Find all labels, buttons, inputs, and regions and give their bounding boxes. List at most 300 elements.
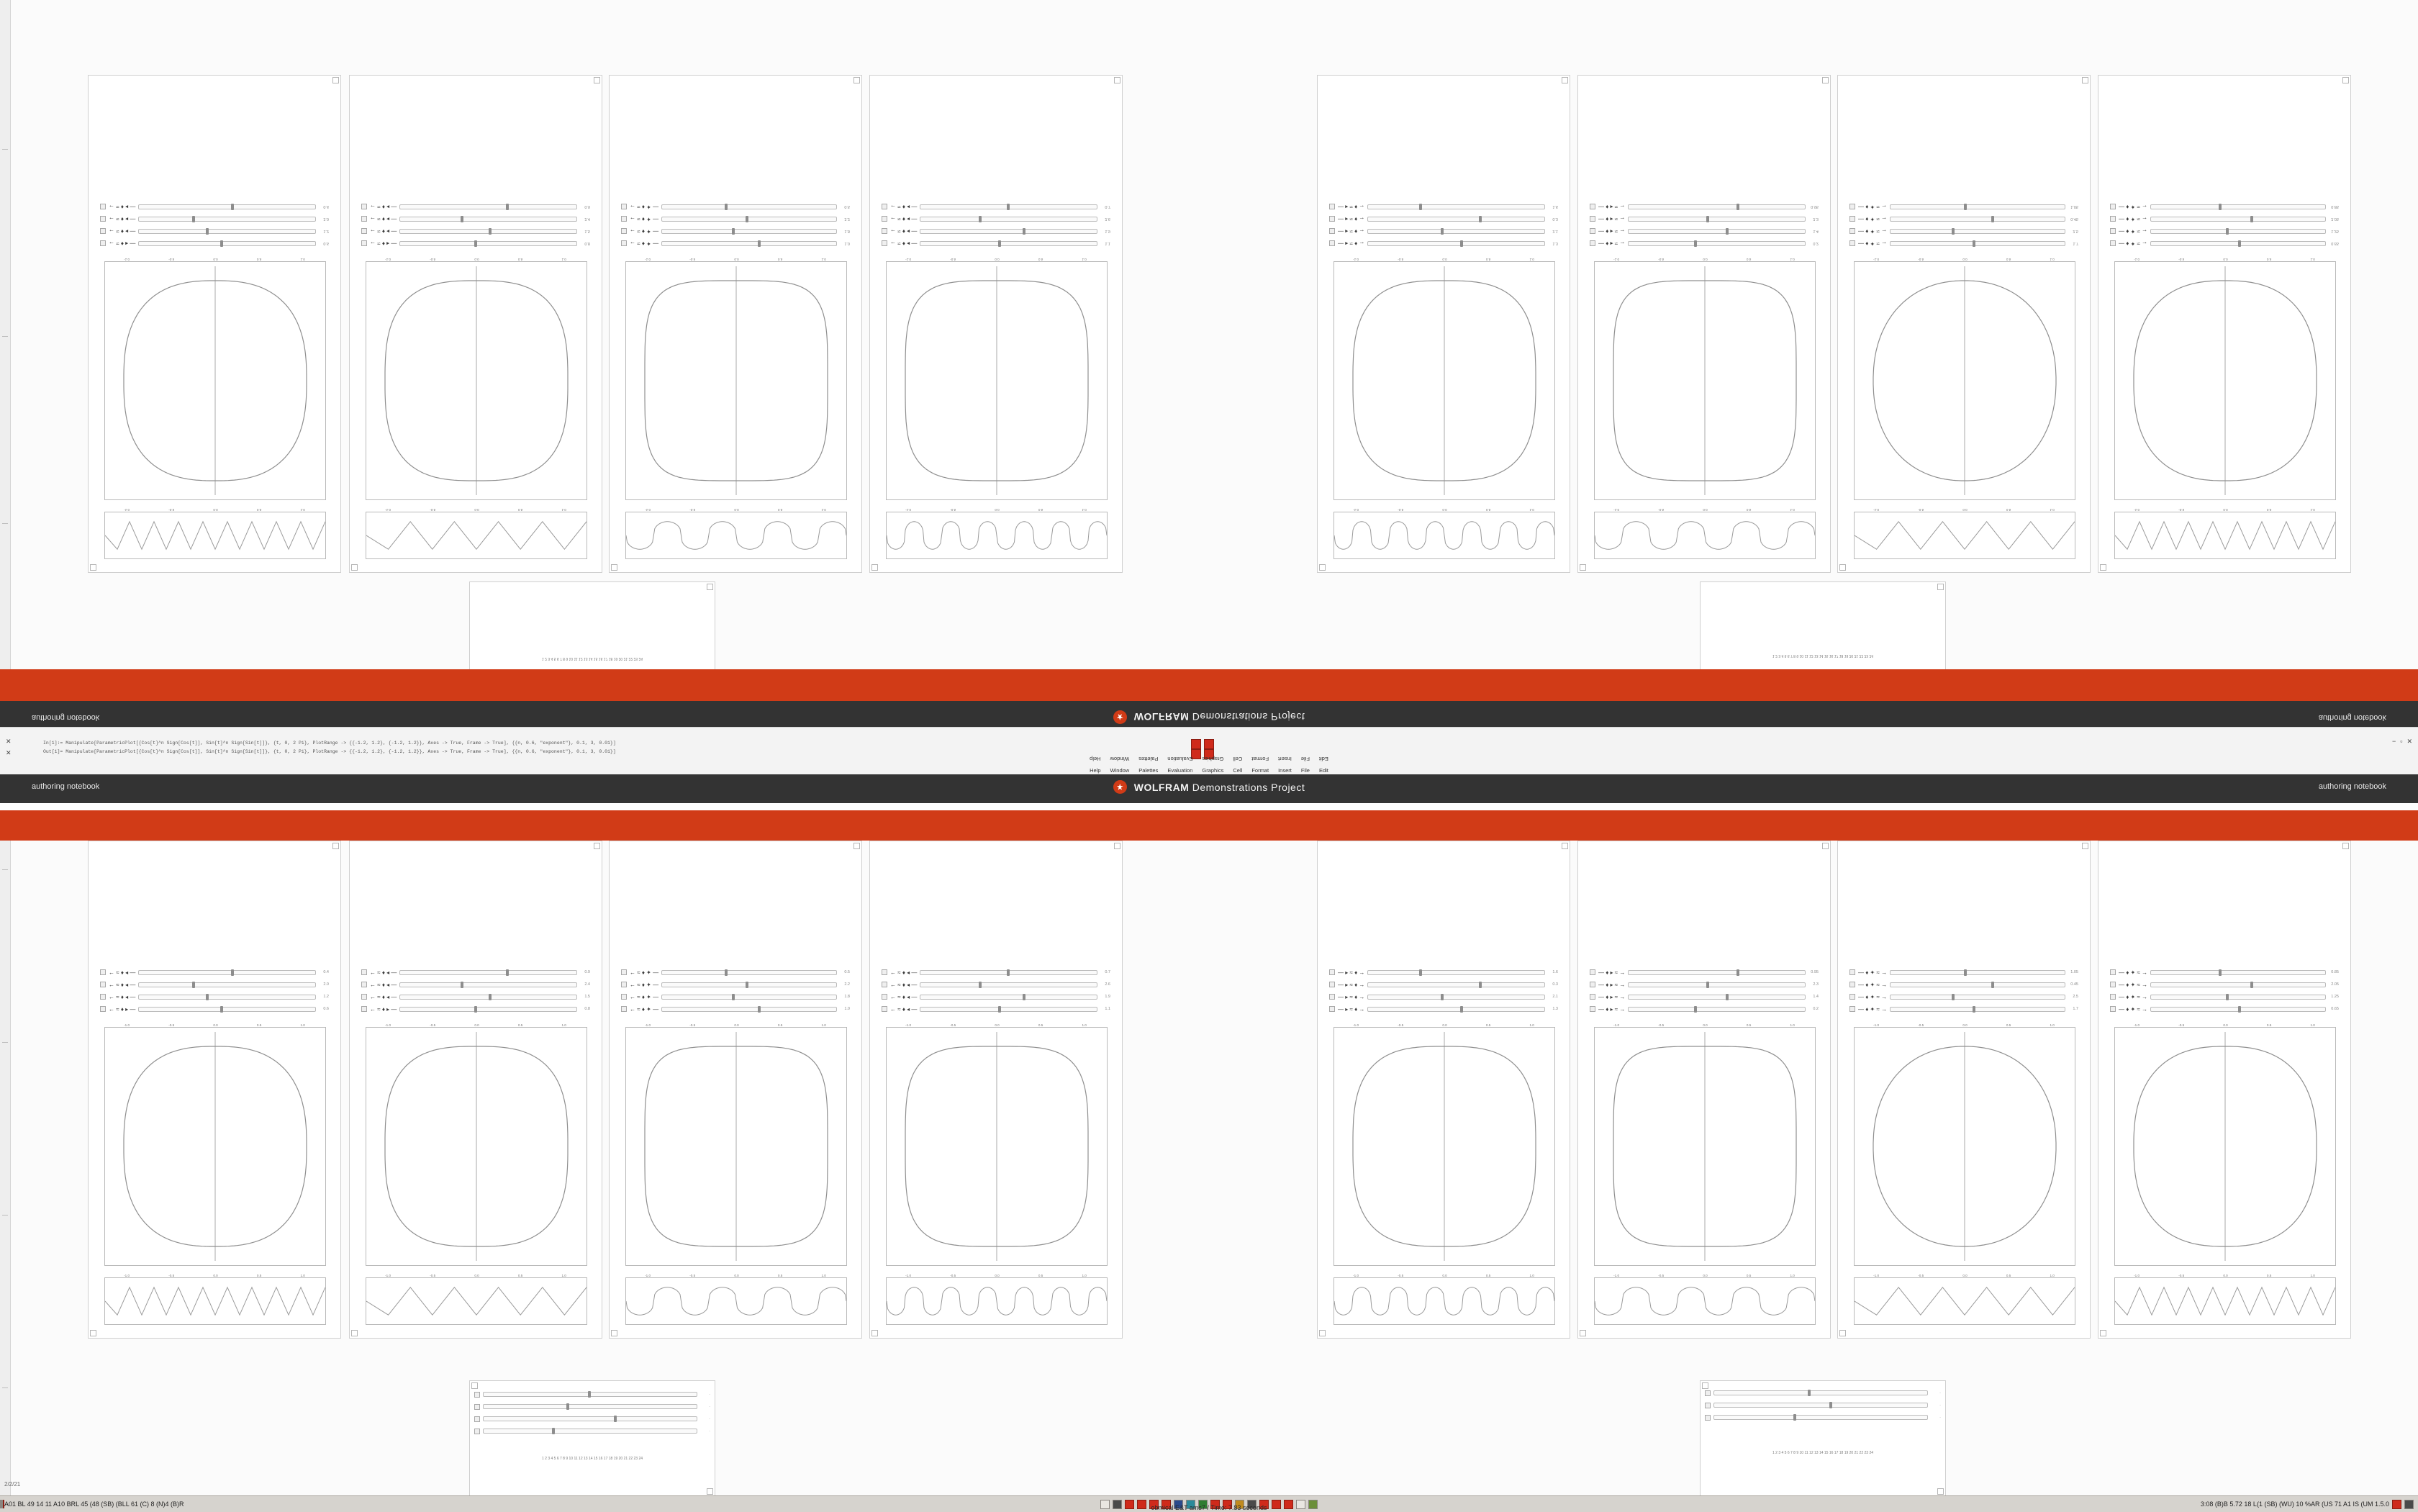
manipulate-controls[interactable]	[96, 201, 333, 250]
panel-handle-icon[interactable]	[1580, 564, 1586, 571]
slider-row[interactable]	[1585, 237, 1823, 250]
slider-track[interactable]	[920, 982, 1097, 987]
playback-controls[interactable]: — ♦ ✦ ≈ →	[1858, 240, 1888, 247]
slider-bookmark-icon[interactable]	[882, 204, 887, 210]
notebook-cell-bracket-rail-2[interactable]	[0, 841, 11, 1511]
slider-row[interactable]	[1585, 201, 1823, 213]
demo-panel-8[interactable]	[2098, 75, 2351, 573]
menu-item-window[interactable]: Window	[1110, 756, 1130, 762]
playback-controls[interactable]: ← ≈ ♦ ◂ —	[890, 240, 918, 247]
slider-row[interactable]	[96, 201, 333, 213]
slider-bookmark-icon[interactable]	[100, 970, 106, 976]
slider-track[interactable]	[399, 241, 577, 246]
slider-row[interactable]	[617, 991, 854, 1003]
slider-row[interactable]	[357, 979, 594, 991]
slider-track[interactable]	[1628, 241, 1806, 246]
slider-bookmark-icon[interactable]	[1590, 995, 1595, 1000]
slider-bookmark-icon[interactable]	[882, 1007, 887, 1013]
slider-track[interactable]	[138, 229, 316, 234]
slider-bookmark-icon[interactable]	[100, 995, 106, 1000]
slider-bookmark-icon[interactable]	[1849, 241, 1855, 247]
panel-handle-icon[interactable]	[1114, 77, 1120, 83]
slider-row[interactable]: ·	[470, 1388, 715, 1400]
slider-track[interactable]	[138, 241, 316, 246]
slider-track[interactable]	[1628, 204, 1806, 209]
slider-bookmark-icon[interactable]	[621, 970, 627, 976]
slider-track[interactable]	[1367, 217, 1545, 222]
slider-bookmark-icon[interactable]	[1590, 970, 1595, 976]
playback-controls[interactable]: ← ≈ ♦ ▸ —	[370, 240, 397, 247]
playback-controls[interactable]: — ▸ ≈ ♦ →	[1338, 216, 1365, 222]
demo-panel-2[interactable]	[349, 75, 602, 573]
slider-bookmark-icon[interactable]	[621, 217, 627, 222]
slider-bookmark-icon[interactable]	[1849, 217, 1855, 222]
slider-bookmark-icon[interactable]	[2110, 217, 2116, 222]
playback-controls[interactable]: ← ≈ ♦ ✦ —	[630, 216, 659, 222]
slider-track[interactable]	[138, 217, 316, 222]
manipulate-controls[interactable]	[357, 201, 594, 250]
slider-row[interactable]: ·	[470, 1425, 715, 1437]
slider-row[interactable]	[877, 213, 1115, 225]
slider-bookmark-icon[interactable]	[882, 982, 887, 988]
slider-track[interactable]	[399, 995, 577, 1000]
panel-handle-icon[interactable]	[2100, 564, 2106, 571]
slider-track[interactable]	[1367, 970, 1545, 975]
manipulate-controls[interactable]	[2106, 966, 2343, 1015]
playback-controls[interactable]: — ♦ ▸ ≈ →	[1598, 240, 1626, 247]
playback-controls[interactable]: ← ≈ ♦ ◂ —	[890, 204, 918, 210]
slider-track[interactable]	[661, 995, 837, 1000]
slider-bookmark-icon[interactable]	[2110, 970, 2116, 976]
slider-row[interactable]	[1845, 991, 2083, 1003]
slider-track[interactable]	[1367, 995, 1545, 1000]
footer-slider-group[interactable]	[470, 1388, 715, 1437]
slider-bookmark-icon[interactable]	[621, 229, 627, 235]
playback-controls[interactable]: — ♦ ✦ ≈ →	[1858, 204, 1888, 210]
slider-track[interactable]	[2150, 970, 2326, 975]
slider-track[interactable]	[1628, 217, 1806, 222]
panel-handle-icon[interactable]	[351, 564, 358, 571]
slider-row[interactable]	[1325, 213, 1562, 225]
slider-bookmark-icon[interactable]	[1849, 995, 1855, 1000]
window-controls-right[interactable]	[2392, 738, 2412, 746]
demo-panel-7[interactable]	[1837, 841, 2091, 1339]
slider-row[interactable]	[357, 1003, 594, 1015]
panel-handle-icon[interactable]	[1839, 564, 1846, 571]
playback-controls[interactable]: ← ≈ ♦ ◂ —	[370, 204, 397, 210]
slider-track[interactable]	[920, 995, 1097, 1000]
panel-handle-icon[interactable]	[1937, 584, 1944, 590]
maximize-icon[interactable]: ▫	[2400, 738, 2403, 745]
panel-handle-icon[interactable]	[611, 564, 617, 571]
slider-row[interactable]	[357, 237, 594, 250]
code-input-line[interactable]: In[1]:= Manipulate[ParametricPlot[{Cos[t]^n Sign[Cos[t]], Sin[t]^n Sign[Sin[t]]}, {t, 0, 2 Pi}, PlotRange -> {{-1.2, 1.2}, {-1.2, 1.2}}, Axes -> True, Frame -> True], {{n, 0.6, "exponent"}, 0.1, 3, 0.01}]	[43, 741, 616, 746]
slider-row[interactable]	[617, 979, 854, 991]
slider-row[interactable]	[877, 237, 1115, 250]
menu-item-file[interactable]: File	[1300, 756, 1310, 762]
slider-track[interactable]	[1628, 982, 1806, 987]
demo-panel-4[interactable]	[869, 75, 1123, 573]
menu-item-file[interactable]: File	[1300, 767, 1310, 774]
slider-row[interactable]	[2106, 1003, 2343, 1015]
slider-track[interactable]	[1890, 995, 2065, 1000]
slider-track[interactable]	[1628, 995, 1806, 1000]
bottom-system-bar[interactable]	[0, 1495, 2418, 1512]
slider-row[interactable]	[2106, 225, 2343, 237]
demo-panel-5[interactable]	[1317, 75, 1570, 573]
code-output-line[interactable]: Out[1]= Manipulate[ParametricPlot[{Cos[t]^n Sign[Cos[t]], Sin[t]^n Sign[Sin[t]]}, {t, 0, 2 Pi}, PlotRange -> {{-1.2, 1.2}, {-1.2, 1.2}}, Axes -> True, Frame -> True], {{n, 0.6, "exponent"}, 0.1, 3, 0.01}]	[43, 749, 616, 754]
manipulate-controls[interactable]	[617, 201, 854, 250]
manipulate-controls[interactable]	[1585, 966, 1823, 1015]
slider-row[interactable]	[357, 991, 594, 1003]
slider-bookmark-icon[interactable]	[100, 217, 106, 222]
slider-row[interactable]	[1845, 213, 2083, 225]
playback-controls[interactable]: ← ≈ ♦ ✦ —	[630, 204, 659, 210]
slider-row[interactable]	[96, 979, 333, 991]
playback-controls[interactable]: — ▸ ≈ ♦ →	[1338, 240, 1365, 247]
window-controls-left[interactable]	[6, 738, 12, 757]
playback-controls[interactable]: — ♦ ✦ ≈ →	[2119, 240, 2148, 247]
slider-track[interactable]	[138, 995, 316, 1000]
playback-controls[interactable]: — ♦ ▸ ≈ →	[1598, 228, 1626, 235]
slider-row[interactable]	[1585, 213, 1823, 225]
slider-row[interactable]	[1585, 225, 1823, 237]
playback-controls[interactable]: — ▸ ≈ ♦ →	[1338, 228, 1365, 235]
slider-bookmark-icon[interactable]	[1590, 204, 1595, 210]
slider-row[interactable]	[1325, 237, 1562, 250]
panel-handle-icon[interactable]	[2082, 843, 2088, 849]
playback-controls[interactable]: — ♦ ✦ ≈ →	[1858, 216, 1888, 222]
slider-bookmark-icon[interactable]	[100, 229, 106, 235]
slider-track[interactable]	[1890, 970, 2065, 975]
playback-controls[interactable]: — ♦ ✦ ≈ →	[1858, 969, 1888, 976]
slider-row[interactable]	[96, 991, 333, 1003]
demo-panel-8[interactable]	[2098, 841, 2351, 1339]
slider-row[interactable]	[2106, 213, 2343, 225]
slider-row[interactable]	[357, 201, 594, 213]
playback-controls[interactable]: ← ≈ ♦ ◂ —	[109, 228, 136, 235]
demo-panel-5[interactable]	[1317, 841, 1570, 1339]
playback-controls[interactable]: — ▸ ≈ ♦ →	[1338, 204, 1365, 210]
playback-controls[interactable]: — ♦ ▸ ≈ →	[1598, 204, 1626, 210]
slider-row[interactable]	[617, 237, 854, 250]
slider-handle-icon[interactable]	[474, 1404, 480, 1410]
slider-bookmark-icon[interactable]	[2110, 982, 2116, 988]
slider-row[interactable]	[877, 991, 1115, 1003]
playback-controls[interactable]: — ♦ ✦ ≈ →	[2119, 994, 2148, 1000]
slider-track[interactable]	[1628, 970, 1806, 975]
manipulate-controls[interactable]	[1585, 201, 1823, 250]
panel-handle-icon[interactable]	[1319, 564, 1326, 571]
manipulate-controls[interactable]	[1845, 966, 2083, 1015]
panel-handle-icon[interactable]	[1114, 843, 1120, 849]
slider-bookmark-icon[interactable]	[2110, 1007, 2116, 1013]
playback-controls[interactable]: — ♦ ✦ ≈ →	[1858, 1006, 1888, 1013]
slider-handle-icon[interactable]	[1705, 1403, 1711, 1408]
playback-controls[interactable]: ← ≈ ♦ ✦ —	[630, 228, 659, 235]
slider-row[interactable]	[1845, 966, 2083, 979]
panel-handle-icon[interactable]	[90, 1330, 96, 1336]
slider-bookmark-icon[interactable]	[1329, 995, 1335, 1000]
slider-row[interactable]	[617, 1003, 854, 1015]
slider-track[interactable]	[138, 204, 316, 209]
slider-bookmark-icon[interactable]	[1329, 241, 1335, 247]
manipulate-controls[interactable]	[1845, 201, 2083, 250]
slider-row[interactable]	[617, 213, 854, 225]
slider-bookmark-icon[interactable]	[361, 241, 367, 247]
notebook-cell-bracket-rail[interactable]	[0, 0, 11, 740]
alert-icon[interactable]	[1191, 739, 1201, 749]
playback-controls[interactable]: — ♦ ✦ ≈ →	[1858, 982, 1888, 988]
playback-controls[interactable]: ← ≈ ♦ ◂ —	[890, 982, 918, 988]
demo-panel-2[interactable]	[349, 841, 602, 1339]
slider-row[interactable]	[96, 966, 333, 979]
slider-bookmark-icon[interactable]	[1849, 1007, 1855, 1013]
footer-slider-group-2[interactable]	[1701, 1387, 1945, 1423]
slider-row[interactable]	[2106, 991, 2343, 1003]
playback-controls[interactable]: ← ≈ ♦ ◂ —	[109, 204, 136, 210]
menu-item-insert[interactable]: Insert	[1278, 756, 1292, 762]
slider-bookmark-icon[interactable]	[621, 204, 627, 210]
panel-handle-icon[interactable]	[332, 77, 339, 83]
panel-handle-icon[interactable]	[1562, 843, 1568, 849]
playback-controls[interactable]: ← ≈ ♦ ◂ —	[370, 216, 397, 222]
playback-controls[interactable]: ← ≈ ♦ ✦ —	[630, 982, 659, 988]
slider-row[interactable]	[96, 1003, 333, 1015]
panel-handle-icon[interactable]	[853, 77, 860, 83]
slider-bookmark-icon[interactable]	[100, 1007, 106, 1013]
slider-track[interactable]	[1890, 1007, 2065, 1012]
playback-controls[interactable]: — ♦ ✦ ≈ →	[1858, 994, 1888, 1000]
playback-controls[interactable]: ← ≈ ♦ ✦ —	[630, 240, 659, 247]
slider-track[interactable]	[399, 229, 577, 234]
slider-track[interactable]	[661, 229, 837, 234]
slider-track[interactable]	[920, 241, 1097, 246]
playback-controls[interactable]: — ♦ ✦ ≈ →	[2119, 204, 2148, 210]
slider-track[interactable]	[483, 1429, 697, 1434]
menu-item-graphics[interactable]: Graphics	[1202, 767, 1224, 774]
slider-row[interactable]	[1585, 966, 1823, 979]
demo-panel-6[interactable]	[1577, 841, 1831, 1339]
playback-controls[interactable]: ← ≈ ♦ ◂ —	[109, 994, 136, 1000]
menu-item-cell[interactable]: Cell	[1233, 767, 1243, 774]
menu-item-evaluation[interactable]: Evaluation	[1167, 767, 1193, 774]
slider-row[interactable]	[2106, 966, 2343, 979]
slider-bookmark-icon[interactable]	[361, 1007, 367, 1013]
footer-panel-right[interactable]	[1700, 1380, 1946, 1497]
panel-handle-icon[interactable]	[1822, 77, 1829, 83]
slider-track[interactable]	[138, 1007, 316, 1012]
slider-track[interactable]	[2150, 1007, 2326, 1012]
slider-bookmark-icon[interactable]	[361, 982, 367, 988]
slider-track[interactable]	[1890, 229, 2065, 234]
slider-track[interactable]	[1628, 229, 1806, 234]
slider-track[interactable]	[1890, 241, 2065, 246]
close-icon[interactable]: ✕	[2406, 738, 2412, 745]
panel-handle-icon[interactable]	[594, 77, 600, 83]
slider-handle-icon[interactable]	[474, 1416, 480, 1422]
demo-panel-4[interactable]	[869, 841, 1123, 1339]
slider-row[interactable]	[2106, 201, 2343, 213]
slider-bookmark-icon[interactable]	[1329, 229, 1335, 235]
slider-track[interactable]	[661, 970, 837, 975]
panel-handle-icon[interactable]	[2342, 77, 2349, 83]
menu-item-edit[interactable]: Edit	[1318, 756, 1328, 762]
playback-controls[interactable]: ← ≈ ♦ ◂ —	[890, 216, 918, 222]
playback-controls[interactable]: ← ≈ ♦ ▸ —	[109, 1006, 136, 1013]
slider-track[interactable]	[920, 1007, 1097, 1012]
menu-item-help[interactable]: Help	[1090, 756, 1101, 762]
slider-row[interactable]	[1845, 201, 2083, 213]
slider-row[interactable]: ·	[1701, 1411, 1945, 1423]
slider-track[interactable]	[920, 229, 1097, 234]
slider-handle-icon[interactable]	[474, 1392, 480, 1398]
demo-panel-3[interactable]	[609, 75, 862, 573]
slider-track[interactable]	[1367, 204, 1545, 209]
slider-row[interactable]	[357, 213, 594, 225]
close-icon[interactable]: ✕	[6, 738, 12, 745]
slider-bookmark-icon[interactable]	[2110, 204, 2116, 210]
playback-controls[interactable]: — ▸ ≈ ♦ →	[1338, 994, 1365, 1000]
playback-controls[interactable]: — ♦ ▸ ≈ →	[1598, 969, 1626, 976]
slider-track[interactable]	[1367, 1007, 1545, 1012]
panel-handle-icon[interactable]	[1562, 77, 1568, 83]
slider-bookmark-icon[interactable]	[621, 1007, 627, 1013]
slider-handle-icon[interactable]	[474, 1429, 480, 1434]
slider-track[interactable]	[1890, 982, 2065, 987]
panel-handle-icon[interactable]	[1937, 1488, 1944, 1495]
menu-item-format[interactable]: Format	[1251, 756, 1269, 762]
playback-controls[interactable]: ← ≈ ♦ ◂ —	[370, 994, 397, 1000]
slider-handle-icon[interactable]	[1705, 1390, 1711, 1396]
panel-handle-icon[interactable]	[594, 843, 600, 849]
slider-track[interactable]	[1367, 229, 1545, 234]
slider-row[interactable]	[96, 237, 333, 250]
playback-controls[interactable]: — ♦ ✦ ≈ →	[2119, 1006, 2148, 1013]
slider-track[interactable]	[399, 217, 577, 222]
slider-track[interactable]	[1890, 204, 2065, 209]
slider-track[interactable]	[1890, 217, 2065, 222]
slider-row[interactable]	[1325, 991, 1562, 1003]
menu-item-window[interactable]: Window	[1110, 767, 1130, 774]
slider-bookmark-icon[interactable]	[361, 229, 367, 235]
slider-track[interactable]	[1713, 1403, 1928, 1408]
panel-handle-icon[interactable]	[351, 1330, 358, 1336]
slider-bookmark-icon[interactable]	[882, 241, 887, 247]
panel-handle-icon[interactable]	[1319, 1330, 1326, 1336]
footer-panel-left[interactable]	[469, 1380, 715, 1497]
slider-track[interactable]	[399, 1007, 577, 1012]
slider-row[interactable]	[1325, 201, 1562, 213]
panel-handle-icon[interactable]	[332, 843, 339, 849]
menu-item-palettes[interactable]: Palettes	[1138, 767, 1159, 774]
slider-bookmark-icon[interactable]	[1590, 217, 1595, 222]
manipulate-controls[interactable]	[1325, 201, 1562, 250]
manipulate-controls[interactable]	[617, 966, 854, 1015]
alert-icon[interactable]	[1204, 739, 1214, 749]
menu-item-cell[interactable]: Cell	[1233, 756, 1243, 762]
playback-controls[interactable]: ← ≈ ♦ ◂ —	[890, 994, 918, 1000]
slider-row[interactable]	[617, 966, 854, 979]
slider-track[interactable]	[920, 217, 1097, 222]
slider-track[interactable]	[661, 204, 837, 209]
slider-row[interactable]	[96, 213, 333, 225]
slider-row[interactable]	[1845, 237, 2083, 250]
slider-bookmark-icon[interactable]	[1849, 229, 1855, 235]
slider-bookmark-icon[interactable]	[1849, 970, 1855, 976]
panel-handle-icon[interactable]	[853, 843, 860, 849]
slider-bookmark-icon[interactable]	[882, 970, 887, 976]
playback-controls[interactable]: ← ≈ ♦ ✦ —	[630, 1006, 659, 1013]
slider-bookmark-icon[interactable]	[1590, 982, 1595, 988]
playback-controls[interactable]: — ♦ ▸ ≈ →	[1598, 216, 1626, 222]
slider-row[interactable]	[1325, 966, 1562, 979]
menu-item-graphics[interactable]: Graphics	[1202, 756, 1224, 762]
slider-track[interactable]	[2150, 241, 2326, 246]
slider-track[interactable]	[661, 217, 837, 222]
panel-handle-icon[interactable]	[2100, 1330, 2106, 1336]
panel-handle-icon[interactable]	[707, 584, 713, 590]
slider-track[interactable]	[483, 1392, 697, 1397]
slider-bookmark-icon[interactable]	[361, 217, 367, 222]
panel-handle-icon[interactable]	[1580, 1330, 1586, 1336]
slider-row[interactable]	[877, 966, 1115, 979]
panel-handle-icon[interactable]	[1822, 843, 1829, 849]
playback-controls[interactable]: ← ≈ ♦ ◂ —	[370, 969, 397, 976]
slider-track[interactable]	[661, 982, 837, 987]
slider-track[interactable]	[920, 970, 1097, 975]
slider-bookmark-icon[interactable]	[621, 982, 627, 988]
playback-controls[interactable]: — ♦ ▸ ≈ →	[1598, 994, 1626, 1000]
playback-controls[interactable]: — ▸ ≈ ♦ →	[1338, 982, 1365, 988]
demo-panel-7[interactable]	[1837, 75, 2091, 573]
slider-bookmark-icon[interactable]	[621, 995, 627, 1000]
manipulate-controls[interactable]	[877, 966, 1115, 1015]
menu-item-evaluation[interactable]: Evaluation	[1167, 756, 1193, 762]
panel-handle-icon[interactable]	[707, 1488, 713, 1495]
slider-handle-icon[interactable]	[1705, 1415, 1711, 1421]
slider-track[interactable]	[399, 982, 577, 987]
manipulate-controls[interactable]	[877, 201, 1115, 250]
demo-panel-1[interactable]	[88, 841, 341, 1339]
minimize-icon[interactable]: −	[2391, 738, 2396, 745]
close-icon[interactable]: ✕	[6, 749, 12, 756]
slider-row[interactable]: ·	[1701, 1399, 1945, 1411]
slider-track[interactable]	[661, 241, 837, 246]
playback-controls[interactable]: ← ≈ ♦ ▸ —	[370, 1006, 397, 1013]
slider-bookmark-icon[interactable]	[1849, 204, 1855, 210]
panel-handle-icon[interactable]	[611, 1330, 617, 1336]
slider-bookmark-icon[interactable]	[1590, 241, 1595, 247]
slider-track[interactable]	[2150, 982, 2326, 987]
playback-controls[interactable]: ← ≈ ♦ ◂ —	[890, 1006, 918, 1013]
slider-bookmark-icon[interactable]	[361, 995, 367, 1000]
slider-row[interactable]	[1585, 991, 1823, 1003]
slider-bookmark-icon[interactable]	[882, 217, 887, 222]
menu-item-palettes[interactable]: Palettes	[1138, 756, 1159, 762]
slider-track[interactable]	[483, 1416, 697, 1421]
slider-row[interactable]	[617, 225, 854, 237]
playback-controls[interactable]: ← ≈ ♦ ✦ —	[630, 969, 659, 976]
slider-bookmark-icon[interactable]	[100, 982, 106, 988]
panel-handle-icon[interactable]	[2342, 843, 2349, 849]
slider-track[interactable]	[138, 970, 316, 975]
playback-controls[interactable]: ← ≈ ♦ ◂ —	[890, 969, 918, 976]
menu-item-format[interactable]: Format	[1251, 767, 1269, 774]
slider-row[interactable]	[877, 225, 1115, 237]
slider-bookmark-icon[interactable]	[2110, 229, 2116, 235]
slider-row[interactable]	[1845, 979, 2083, 991]
